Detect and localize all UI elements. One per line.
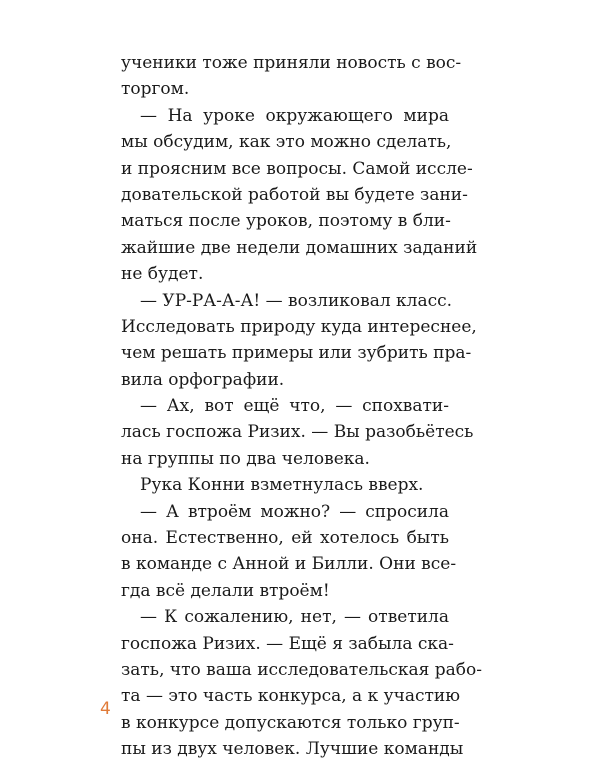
text-line: не будет. bbox=[121, 264, 204, 285]
text-line: — УР-РА-А-А! — возликовал класс. bbox=[140, 290, 453, 311]
body-text bbox=[121, 50, 483, 763]
text-line: та — это часть конкурса, а к участию bbox=[121, 686, 461, 707]
text-line: Рука Конни взметнулась вверх. bbox=[140, 475, 424, 496]
text-line: мы обсудим, как это можно сделать, bbox=[121, 132, 452, 153]
text-line: — Ах, вот ещё что, — спохвати- bbox=[140, 396, 449, 417]
text-line: вила орфографии. bbox=[121, 369, 285, 390]
text-line: довательской работой вы будете зани- bbox=[121, 184, 468, 205]
text-line: гда всё делали втроём! bbox=[121, 580, 330, 601]
text-line: и проясним все вопросы. Самой иссле- bbox=[121, 158, 473, 179]
text-line: жайшие две недели домашних заданий bbox=[121, 237, 478, 258]
text-line: на группы по два человека. bbox=[121, 448, 370, 469]
text-line: в команде с Анной и Билли. Они все- bbox=[121, 554, 457, 575]
text-line: пы из двух человек. Лучшие команды bbox=[121, 739, 464, 760]
text-line: в конкурсе допускаются только груп- bbox=[121, 712, 460, 733]
page-number: 4 bbox=[100, 699, 111, 719]
text-line: чем решать примеры или зубрить пра- bbox=[121, 343, 472, 364]
text-line: Исследовать природу куда интереснее, bbox=[121, 316, 477, 337]
text-line: маться после уроков, поэтому в бли- bbox=[121, 211, 451, 232]
text-line: она. Естественно, ей хотелось быть bbox=[121, 528, 449, 549]
text-line: зать, что ваша исследовательская рабо- bbox=[121, 659, 483, 680]
text-line: — А втроём можно? — спросила bbox=[140, 501, 449, 522]
text-line: ученики тоже приняли новость с вос- bbox=[121, 53, 462, 73]
text-line: лась госпожа Ризих. — Вы разобьётесь bbox=[121, 422, 474, 443]
text-line: — К сожалению, нет, — ответила bbox=[140, 607, 449, 628]
text-line: торгом. bbox=[121, 79, 190, 100]
text-line: — На уроке окружающего мира bbox=[140, 105, 449, 126]
text-line: госпожа Ризих. — Ещё я забыла ска- bbox=[121, 633, 454, 654]
